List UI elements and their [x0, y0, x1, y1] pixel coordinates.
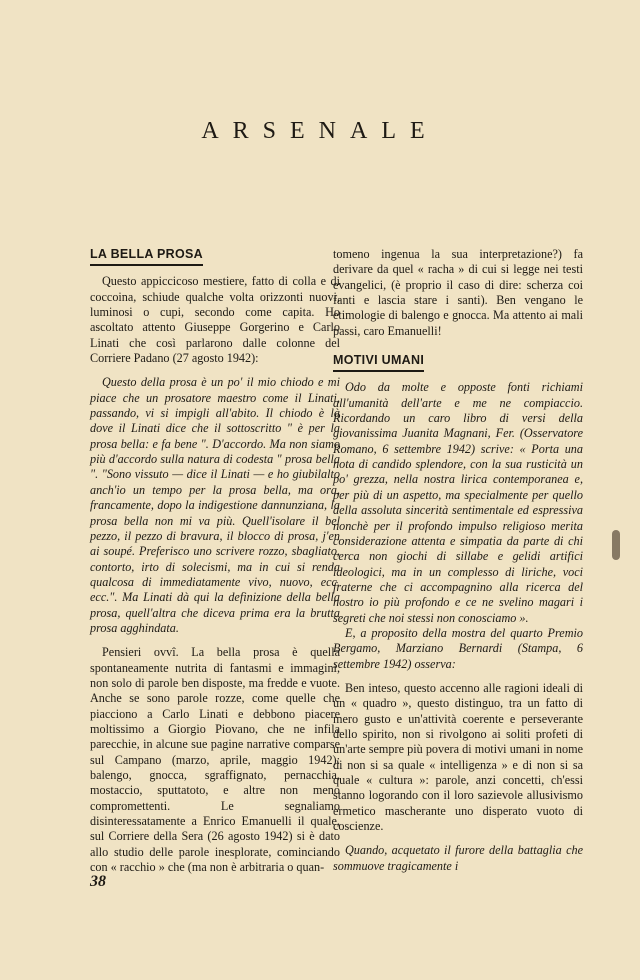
- paragraph: Pensieri ovvî. La bella prosa è quella spontaneamente nutrita di fantasmi e immagini, non solo di parole ben disposte, ma fredde e vuote. Anche se sono parole rozze, come quelle che piacciono a Carlo Linati e debbono piacere moltissimo a Giorgio Piovano, che ne infila parecchie, in alcune sue pagine narrative comparse sul Campano (marzo, aprile, maggio 1942): balengo, gnocca, sgraffignato, pernacchia, mostaccio, sputtatoto, e altre non meno compromettenti. Le segnaliamo disinteressatamente a Enrico Emanuelli il quale, sul Corriere della Sera (26 agosto 1942) si è dato allo studio delle parole inesplorate, cominciando con « racchio » che (ma non è arbitraria o quan-: [90, 645, 340, 875]
- paragraph: E, a proposito della mostra del quarto Premio Bergamo, Marziano Bernardi (Stampa, 6 settembre 1942) osserva:: [333, 625, 583, 671]
- quote-paragraph: Questo della prosa è un po' il mio chiodo e mi piace che un prosatore maestro come il Linati, passando, vi si impigli all'abito. Il chiodo è là dove il Linati dice che il sottoscritto " è per la prosa bella: e fa bene ". D'accordo. Ma non siamo più d'accordo sulla natura di codesta " prosa bella ". "Sono vissuto — dice il Linati — e ho giubilalto anch'io un tempo per la prosa bella, ma ora, francamente, dopo la indigestione dannunziana, la prosa bella non mi va più. Quell'isolare il bel pezzo, il pezzo di bravura, il blocco di prosa, j'en ai soupé. Preferisco uno scrivere rozzo, sbagliato, contorto, irto di solecismi, ma in cui si renda qualcosa di immediatamente vivo, nuovo, ecc. ecc.". Ma Linati dà qui la definizione della bella prosa, quell'altra che diceva prima era la brutta prosa agghindata.: [90, 375, 340, 635]
- section-heading-motivi-umani: MOTIVI UMANI: [333, 353, 424, 372]
- quote-paragraph: Odo da molte e opposte fonti richiami all'umanità dell'arte e me ne compiaccio. Ricordando un caro libro di versi della giovanissima Juanita Magnani, Fer. (Osservatore Romano, 6 settembre 1942) scrive: « Porta una nota di candido splendore, con la sua rusticità un po' grezza, nella nostra lirica contemporanea e, per più di un aspetto, ma specialmente per quello della assoluta sincerità sentimentale ed espressiva nonchè per il profondo impulso religioso merita considerazione attenta e simpatia da parte di chi cerca non giochi di sillabe e gelidi artifici ideologici, ma in un complesso di liriche, voci fraterne che ci accompagnino alla ricerca del nostro io più profondo e ce ne svelino magari i segreti che noi stessi non conosciamo ».: [333, 380, 583, 625]
- paragraph: Quando, acquetato il furore della battaglia che sommuove tragicamente i: [333, 843, 583, 873]
- page-number: 38: [90, 873, 106, 890]
- right-column: [333, 247, 583, 874]
- left-column: [90, 247, 340, 875]
- paragraph: Questo appiccicoso mestiere, fatto di colla e di coccoina, schiude qualche volta orizzonti nuovi, luminosi o cupi, secondo come capita. Ho ascoltato attento Giuseppe Gorgerino e Carlo Linati che così parlarono dalle colonne del Corriere Padano (27 agosto 1942):: [90, 274, 340, 366]
- section-heading-bella-prosa: LA BELLA PROSA: [90, 247, 203, 266]
- paragraph: tomeno ingenua la sua interpretazione?) fa derivare da quel « racha » di cui si legge nei testi evangelici, (è proprio il caso di dire: scherza coi fanti e lascia stare i santi). Ben vengano le etimologie di balengo e gnocca. Ma attento ai mali passi, caro Emanuelli!: [333, 247, 583, 338]
- page-title: ARSENALE: [201, 118, 439, 144]
- paper-stain: [612, 530, 620, 560]
- paragraph: Ben inteso, questo accenno alle ragioni ideali di un « quadro », questo distinguo, tra un fatto di mero gusto e un'attività coerente e perseverante dello spirito, non si rivolgono ai soliti profeti di un'arte sempre più povera di motivi umani in nome di non si sa quale « intelligenza » e di non si sa quale « cultura »: parole, anzi concetti, ch'essi stanno logorando con il loro sazievole allusivismo ermetico mascherante uno disperato vuoto di coscienze.: [333, 680, 583, 834]
